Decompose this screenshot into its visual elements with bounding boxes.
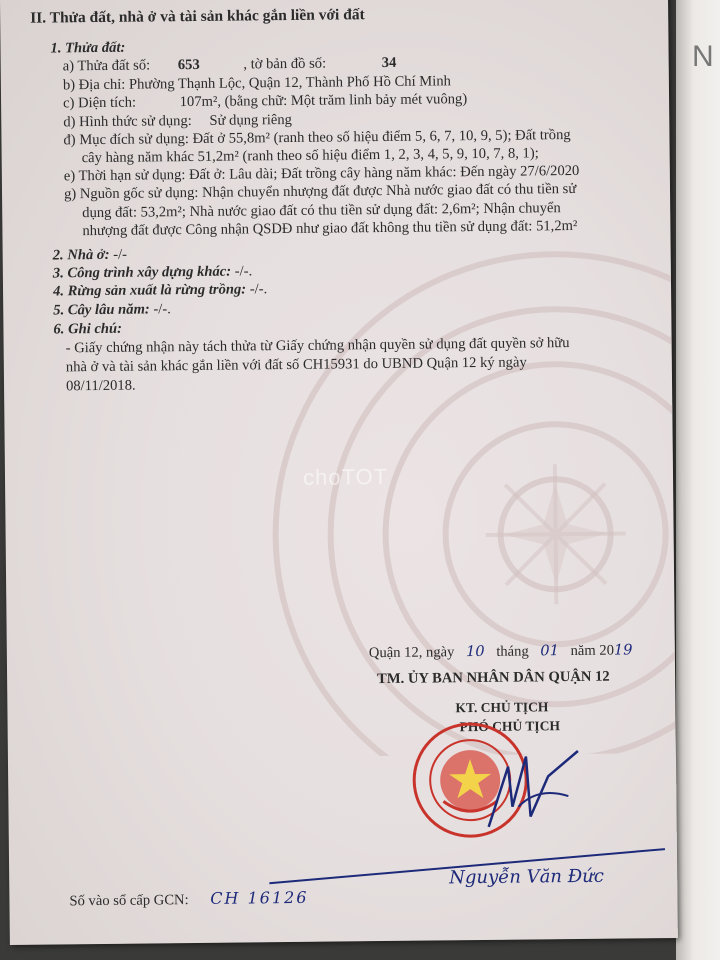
- signer-name: Nguyễn Văn Đức: [449, 865, 604, 889]
- construction-value: -/-.: [234, 263, 253, 280]
- origin-line-1: g) Nguồn gốc sử dụng: Nhận chuyển nhượng đất được Nhà nước giao đất có thu tiền sử: [63, 180, 577, 203]
- map-label: , tờ bản đồ số:: [243, 55, 327, 73]
- kt-title: KT. CHỦ TỊCH: [455, 699, 549, 716]
- trees-label: 5. Cây lâu năm:: [53, 301, 150, 319]
- gcn-label: Số vào sổ cấp GCN:: [69, 892, 189, 910]
- gcn-row: [69, 889, 308, 911]
- notes-label: 6. Ghi chú:: [53, 320, 123, 338]
- parcel-number: 653: [177, 56, 200, 74]
- date-year-label: năm 20: [570, 642, 615, 660]
- signature-scribble: [478, 746, 599, 837]
- usage-form-row: [63, 111, 292, 131]
- issuing-org: TM. ỦY BAN NHÂN DÂN QUẬN 12: [377, 668, 610, 688]
- house-row: [53, 246, 128, 265]
- address: b) Địa chỉ: Phường Thạnh Lộc, Quận 12, Thành Phố Hồ Chí Minh: [62, 73, 451, 94]
- section-title: II. Thửa đất, nhà ở và tài sản khác gắn liền với đất: [30, 6, 365, 27]
- trees-value: -/-.: [153, 301, 171, 318]
- adjacent-page: [676, 0, 720, 960]
- forest-row: [53, 280, 267, 300]
- construction-label: 3. Công trình xây dựng khác:: [52, 263, 232, 282]
- date-day: 10: [465, 642, 485, 661]
- parcel-label: a) Thửa đất số:: [62, 57, 151, 75]
- gcn-number: CH 16126: [210, 887, 309, 908]
- watermark: choTOT: [302, 463, 389, 490]
- term: e) Thời hạn sử dụng: Đất ở: Lâu dài; Đất trồng cây hàng năm khác: Đến ngày 27/6/2020: [63, 162, 580, 185]
- adjacent-page-letter: N: [692, 40, 714, 73]
- origin-line-2: dụng đất: 53,2m²; Nhà nước giao đất có thu tiền sử dụng đất: 2,6m²; Nhận chuyển: [82, 200, 561, 222]
- issue-date: [369, 641, 633, 662]
- area-value: 107m², (bằng chữ: Một trăm linh bảy mét vuông): [179, 91, 468, 111]
- area-row: [63, 90, 467, 112]
- usage-form-label: d) Hình thức sử dụng:: [63, 112, 192, 131]
- land-heading: 1. Thửa đất:: [50, 39, 126, 57]
- notes-line-2: nhà ở và tài sản khác gắn liền với đất số CH15931 do UBND Quận 12 ký ngày: [65, 354, 527, 376]
- forest-value: -/-.: [249, 281, 268, 298]
- forest-label: 4. Rừng sản xuất là rừng trồng:: [52, 281, 247, 300]
- house-label: 2. Nhà ở:: [52, 246, 110, 264]
- notes-line-3: 08/11/2018.: [65, 377, 136, 395]
- parcel-row: [63, 54, 397, 75]
- vice-chair-title: PHÓ CHỦ TỊCH: [459, 718, 560, 735]
- date-prefix: Quận 12, ngày: [368, 644, 455, 662]
- usage-form-value: Sử dụng riêng: [209, 111, 293, 129]
- notes-line-1: - Giấy chứng nhận này tách thửa từ Giấy chứng nhận quyền sử dụng đất quyền sở hữu: [65, 335, 570, 357]
- purpose-line-2: cây hàng năm khác 51,2m² (ranh theo số hiệu điểm 1, 2, 3, 4, 5, 9, 10, 7, 8, 1);: [81, 145, 539, 167]
- date-year-suffix: 19: [613, 641, 633, 659]
- date-month-label: tháng: [496, 643, 529, 660]
- purpose-line-1: đ) Mục đích sử dụng: Đất ở 55,8m² (ranh theo số hiệu điểm 5, 6, 7, 10, 9, 5); Đất trồng: [63, 127, 571, 149]
- map-number: 34: [381, 54, 397, 72]
- date-month: 01: [540, 642, 560, 660]
- origin-line-3: nhượng đất được Công nhận QSDĐ như giao đất không thu tiền sử dụng đất: 51,2m²: [82, 217, 578, 240]
- house-value: -/-: [113, 246, 128, 263]
- construction-row: [53, 262, 253, 282]
- area-label: c) Diện tích:: [63, 94, 137, 112]
- trees-row: [53, 300, 171, 319]
